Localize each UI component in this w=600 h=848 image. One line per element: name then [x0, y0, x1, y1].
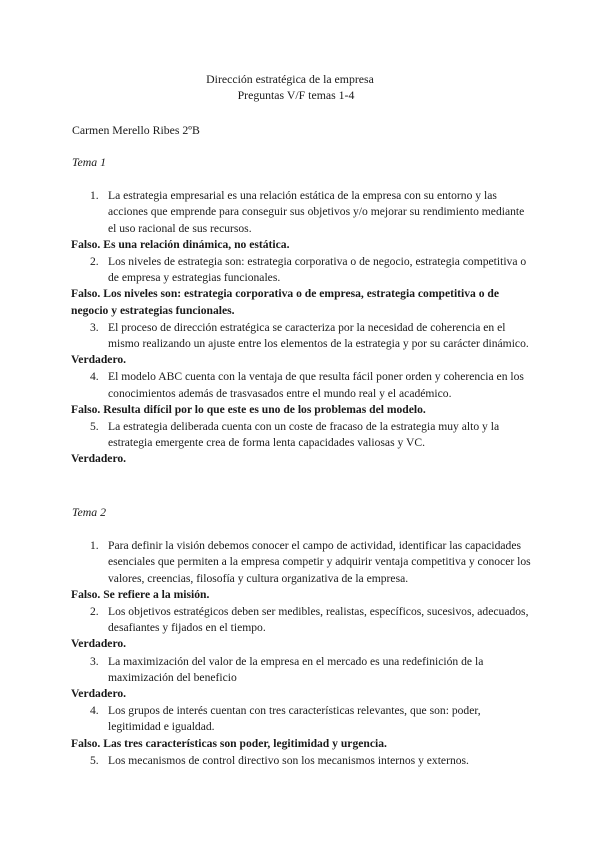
question-item — [72, 369, 532, 401]
question-text: La maximización del valor de la empresa en el mercado es una redefinición de la maximización del beneficio — [108, 654, 484, 684]
question-item — [72, 703, 532, 735]
question-number: 4. — [90, 370, 99, 384]
question-text: Los objetivos estratégicos deben ser medibles, realistas, específicos, sucesivos, adecuados, desafiantes y fijados en el tiempo. — [108, 605, 529, 635]
title-block — [0, 71, 600, 103]
question-number: 1. — [90, 189, 99, 203]
section-heading: Tema 1 — [72, 155, 106, 169]
question-text: Los grupos de interés cuentan con tres características relevantes, que son: poder, legitimidad e igualdad. — [108, 704, 481, 734]
question-item — [72, 254, 532, 286]
question-number: 5. — [90, 420, 99, 434]
question-text: El modelo ABC cuenta con la ventaja de que resulta fácil poner orden y coherencia en los conocimientos además de trasvasados entre el mundo real y el académico. — [108, 370, 524, 400]
question-text: Los niveles de estrategia son: estrategia corporativa o de negocio, estrategia competitiva o de empresa y estrategias funcionales. — [108, 255, 527, 285]
document-title: Dirección estratégica de la empresa — [206, 72, 374, 86]
answer-text: Verdadero. — [71, 353, 127, 367]
answer-text: Falso. Resulta difícil por lo que este es uno de los problemas del modelo. — [71, 402, 426, 416]
question-number: 2. — [90, 255, 99, 269]
question-item — [72, 604, 532, 636]
question-number: 5. — [90, 753, 99, 767]
question-text: El proceso de dirección estratégica se caracteriza por la necesidad de coherencia en el mismo realizando un ajuste entre los elementos de la estrategia y por su carácter dinámico. — [108, 320, 529, 351]
question-text: Para definir la visión debemos conocer el campo de actividad, identificar las capacidades esenciales que permiten a la empresa competir y adquirir ventaja competitiva y conocer los valores, creencias, filosofía y cultura organizativa de la empresa. — [108, 539, 531, 585]
answer-text: Verdadero. — [71, 452, 127, 466]
question-item — [72, 188, 532, 237]
answer-text: Falso. Es una relación dinámica, no estática. — [71, 237, 290, 251]
question-number: 1. — [90, 539, 99, 553]
question-number: 2. — [90, 605, 99, 619]
question-number: 3. — [90, 320, 99, 334]
answer-text: Verdadero. — [71, 637, 127, 651]
question-text: La estrategia deliberada cuenta con un coste de fracaso de la estrategia muy alto y la estrategia emergente crea de forma lenta capacidades valiosas y VC. — [108, 420, 500, 450]
question-number: 3. — [90, 654, 99, 668]
section-heading: Tema 2 — [72, 505, 106, 519]
question-item — [72, 538, 532, 587]
answer-text: Falso. Se refiere a la misión. — [71, 587, 210, 601]
question-number: 4. — [90, 704, 99, 718]
document-subtitle: Preguntas V/F temas 1-4 — [237, 88, 355, 102]
question-item — [72, 320, 532, 352]
author-line: Carmen Merello Ribes 2ºB — [72, 123, 200, 137]
question-text: La estrategia empresarial es una relación estática de la empresa con su entorno y las acciones que emprende para conseguir sus objetivos y/o mejorar su rendimiento mediante el uso racional de sus recursos. — [108, 189, 525, 235]
answer-text: Falso. Los niveles son: estrategia corporativa o de empresa, estrategia competitiva o de negocio y estrategias funcionales. — [71, 287, 500, 317]
section-tema-2 — [72, 504, 532, 769]
answer-text: Verdadero. — [71, 687, 127, 701]
question-item — [72, 654, 532, 686]
question-text: Los mecanismos de control directivo son los mecanismos internos y externos. — [108, 753, 469, 767]
question-item — [72, 753, 532, 769]
answer-text: Falso. Las tres características son poder, legitimidad y urgencia. — [71, 736, 387, 750]
section-tema-1 — [72, 154, 532, 469]
question-item — [72, 419, 532, 451]
